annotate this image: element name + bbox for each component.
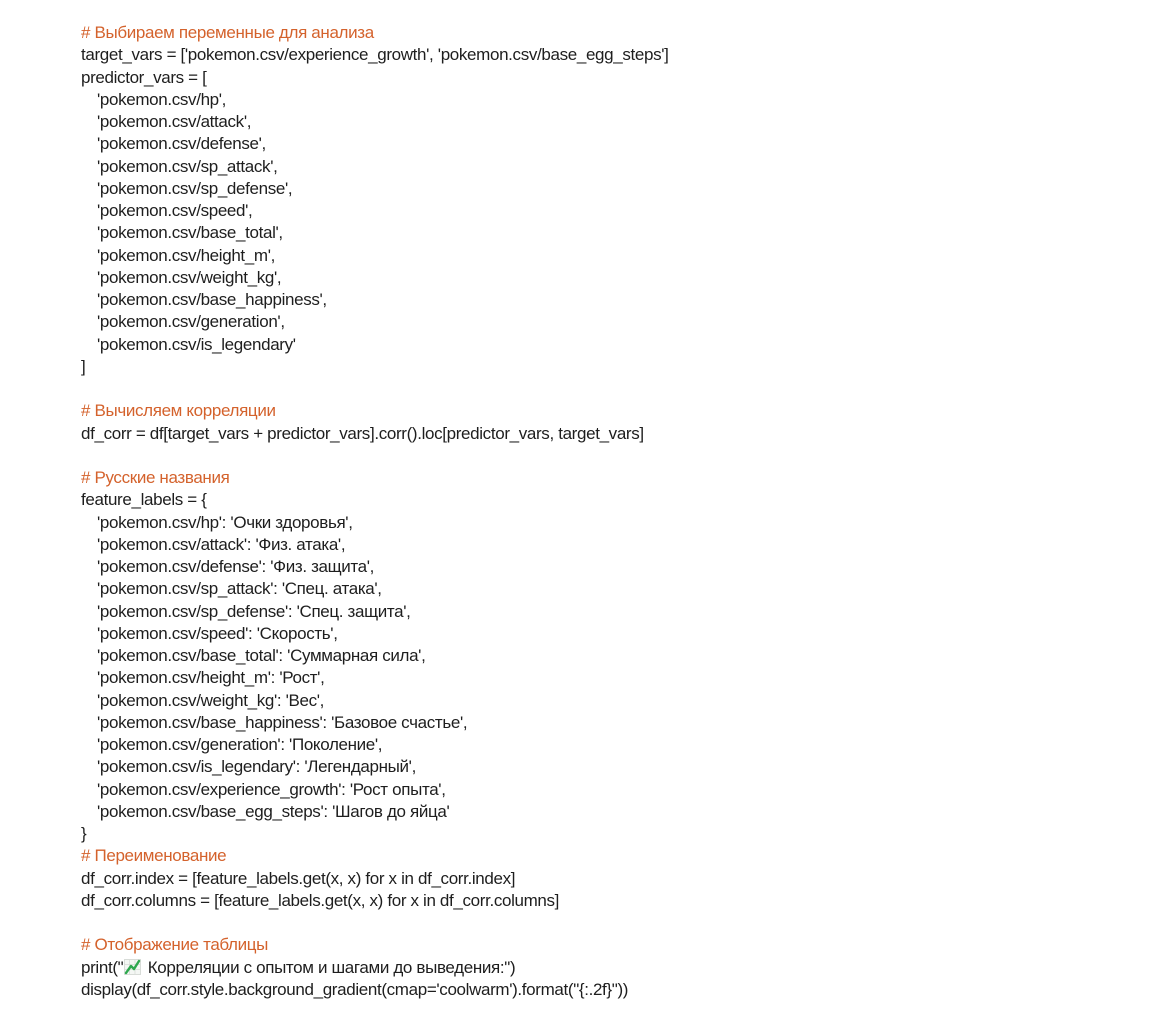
code-print	[81, 957, 1131, 979]
blank-line	[81, 445, 1131, 467]
comment-rename: # Переименование	[81, 846, 227, 866]
code-display: display(df_corr.style.background_gradient(cmap='coolwarm').format("{:.2f}"))	[81, 979, 629, 999]
code-predictor-close: ]	[81, 356, 86, 376]
code-labels-open: feature_labels = {	[81, 490, 207, 510]
blank-line	[81, 912, 1131, 934]
predictor-item: 'pokemon.csv/defense',	[97, 134, 266, 154]
predictor-item: 'pokemon.csv/speed',	[97, 201, 253, 220]
label-item: 'pokemon.csv/sp_attack': 'Спец. атака',	[97, 579, 382, 599]
comment-russian-names: # Русские названия	[81, 468, 230, 487]
code-predictor-open: predictor_vars = [	[81, 67, 207, 87]
blank-line	[81, 378, 1131, 400]
code-target-vars: target_vars = ['pokemon.csv/experience_growth', 'pokemon.csv/base_egg_steps']	[81, 45, 669, 65]
label-item: 'pokemon.csv/speed': 'Скорость',	[97, 623, 338, 643]
predictor-item: 'pokemon.csv/attack',	[97, 112, 252, 131]
chart-increasing-icon	[124, 959, 141, 975]
predictor-item: 'pokemon.csv/base_total',	[97, 223, 283, 243]
label-item: 'pokemon.csv/hp': 'Очки здоровья',	[97, 512, 353, 532]
code-block	[81, 22, 1131, 1001]
predictor-item: 'pokemon.csv/sp_attack',	[97, 156, 278, 176]
predictor-item: 'pokemon.csv/is_legendary'	[97, 334, 296, 354]
code-labels-close: }	[81, 824, 87, 843]
label-item: 'pokemon.csv/defense': 'Физ. защита',	[97, 557, 375, 576]
code-df-corr: df_corr = df[target_vars + predictor_vars].corr().loc[predictor_vars, target_vars]	[81, 423, 644, 443]
label-item: 'pokemon.csv/height_m': 'Рост',	[97, 668, 325, 688]
label-item: 'pokemon.csv/is_legendary': 'Легендарный',	[97, 757, 416, 777]
predictor-item: 'pokemon.csv/generation',	[97, 312, 285, 332]
label-item: 'pokemon.csv/base_total': 'Суммарная сила',	[97, 646, 426, 665]
predictor-item: 'pokemon.csv/sp_defense',	[97, 178, 293, 198]
comment-select-vars: # Выбираем переменные для анализа	[81, 23, 374, 42]
predictor-item: 'pokemon.csv/height_m',	[97, 245, 275, 265]
label-item: 'pokemon.csv/base_egg_steps': 'Шагов до яйца'	[97, 801, 450, 821]
print-prefix: print("	[81, 957, 124, 977]
print-text: Корреляции с опытом и шагами до выведения:")	[143, 957, 516, 977]
label-item: 'pokemon.csv/generation': 'Поколение',	[97, 735, 383, 754]
predictor-item: 'pokemon.csv/hp',	[97, 89, 227, 109]
comment-compute-corr: # Вычисляем корреляции	[81, 401, 276, 421]
label-item: 'pokemon.csv/experience_growth': 'Рост опыта',	[97, 779, 446, 799]
predictor-item: 'pokemon.csv/weight_kg',	[97, 267, 282, 287]
code-rename-columns: df_corr.columns = [feature_labels.get(x, x) for x in df_corr.columns]	[81, 890, 560, 910]
label-item: 'pokemon.csv/weight_kg': 'Вес',	[97, 690, 325, 710]
label-item: 'pokemon.csv/base_happiness': 'Базовое счастье',	[97, 712, 468, 732]
label-item: 'pokemon.csv/sp_defense': 'Спец. защита',	[97, 601, 411, 621]
code-rename-index: df_corr.index = [feature_labels.get(x, x) for x in df_corr.index]	[81, 868, 516, 888]
predictor-item: 'pokemon.csv/base_happiness',	[97, 290, 327, 309]
comment-display-table: # Отображение таблицы	[81, 935, 269, 955]
label-item: 'pokemon.csv/attack': 'Физ. атака',	[97, 534, 346, 554]
